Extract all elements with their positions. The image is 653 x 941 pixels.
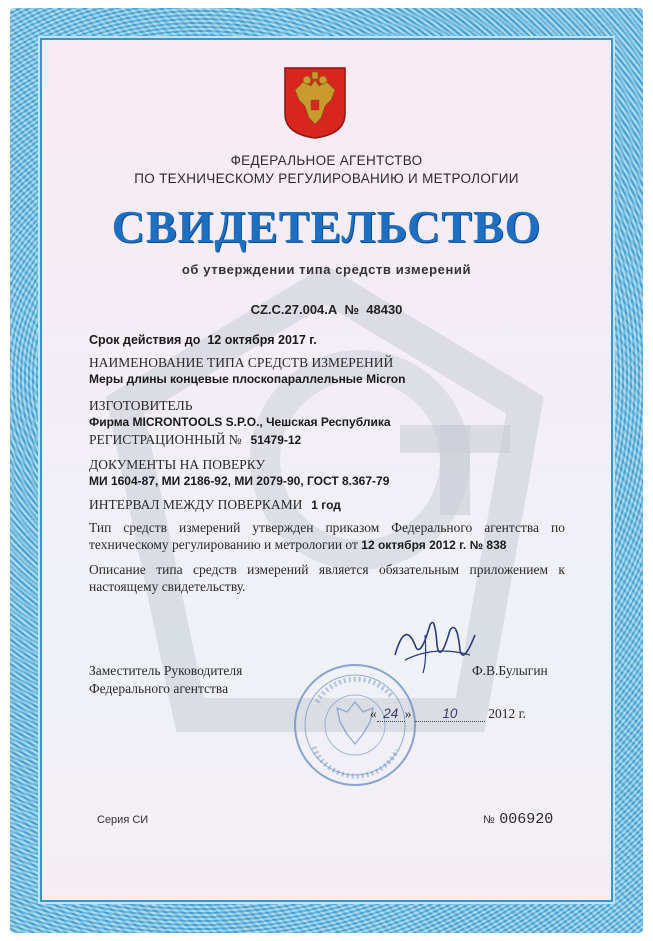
coat-of-arms-icon	[283, 66, 347, 140]
signer-position-line-1: Заместитель Руководителя	[89, 663, 243, 678]
description-note: Описание типа средств измерений является обязательным приложением к настоящему свидетельству.	[89, 562, 565, 594]
certificate-number-value: 48430	[366, 302, 403, 317]
approval-order-number: 838	[486, 538, 507, 552]
verification-docs-value: МИ 1604-87, МИ 2186-92, МИ 2079-90, ГОСТ 8.367-79	[89, 474, 390, 488]
agency-name-line-2: ПО ТЕХНИЧЕСКОМУ РЕГУЛИРОВАНИЮ И МЕТРОЛОГИИ	[134, 171, 519, 186]
document-title: СВИДЕТЕЛЬСТВО	[111, 201, 542, 252]
agency-name-line-1: ФЕДЕРАЛЬНОЕ АГЕНТСТВО	[230, 153, 423, 168]
signature-date	[370, 706, 570, 722]
date-year: 2012 г.	[488, 706, 527, 721]
blank-number	[483, 810, 553, 828]
interval-label: ИНТЕРВАЛ МЕЖДУ ПОВЕРКАМИ	[89, 497, 303, 512]
approval-order-date: 12 октября 2012 г.	[361, 538, 467, 552]
date-month: 10	[415, 706, 485, 722]
date-open-quote: «	[370, 706, 377, 721]
registration-label: РЕГИСТРАЦИОННЫЙ №	[89, 432, 242, 447]
blank-number-sign: №	[483, 814, 495, 826]
approval-number-sign: №	[469, 538, 484, 552]
document-subtitle: об утверждении типа средств измерений	[181, 262, 472, 277]
blank-number-value: 006920	[499, 811, 554, 828]
type-name-value: Меры длины концевые плоскопараллельные Micron	[89, 372, 406, 386]
registration-value: 51479-12	[250, 433, 302, 447]
validity-date: 12 октября 2017 г.	[207, 333, 317, 347]
registration-line	[89, 431, 301, 449]
signer-position-line-2: Федерального агентства	[89, 681, 229, 696]
approval-text: Тип средств измерений утвержден приказом Федерального агентства по техническому регулированию и метрологии от	[89, 520, 565, 552]
series-label: Серия СИ	[97, 814, 149, 826]
validity-label: Срок действия до	[89, 333, 201, 347]
date-close-quote: »	[404, 706, 412, 721]
number-sign: №	[344, 302, 360, 317]
signer-name: Ф.В.Булыгин	[472, 663, 548, 678]
type-name-label: НАИМЕНОВАНИЕ ТИПА СРЕДСТВ ИЗМЕРЕНИЙ	[89, 355, 394, 370]
official-stamp	[292, 662, 418, 788]
certificate-number	[42, 302, 611, 317]
certificate-code: CZ.C.27.004.A	[250, 302, 338, 317]
manufacturer-value: Фирма MICRONTOOLS S.P.O., Чешская Республика	[89, 415, 391, 429]
approval-paragraph	[89, 519, 565, 554]
date-day: 24	[377, 706, 405, 722]
verification-docs-label: ДОКУМЕНТЫ НА ПОВЕРКУ	[89, 457, 266, 472]
manufacturer-label: ИЗГОТОВИТЕЛЬ	[89, 398, 193, 413]
interval-line	[89, 496, 341, 514]
validity-line	[89, 333, 317, 347]
interval-value: 1 год	[311, 498, 341, 512]
